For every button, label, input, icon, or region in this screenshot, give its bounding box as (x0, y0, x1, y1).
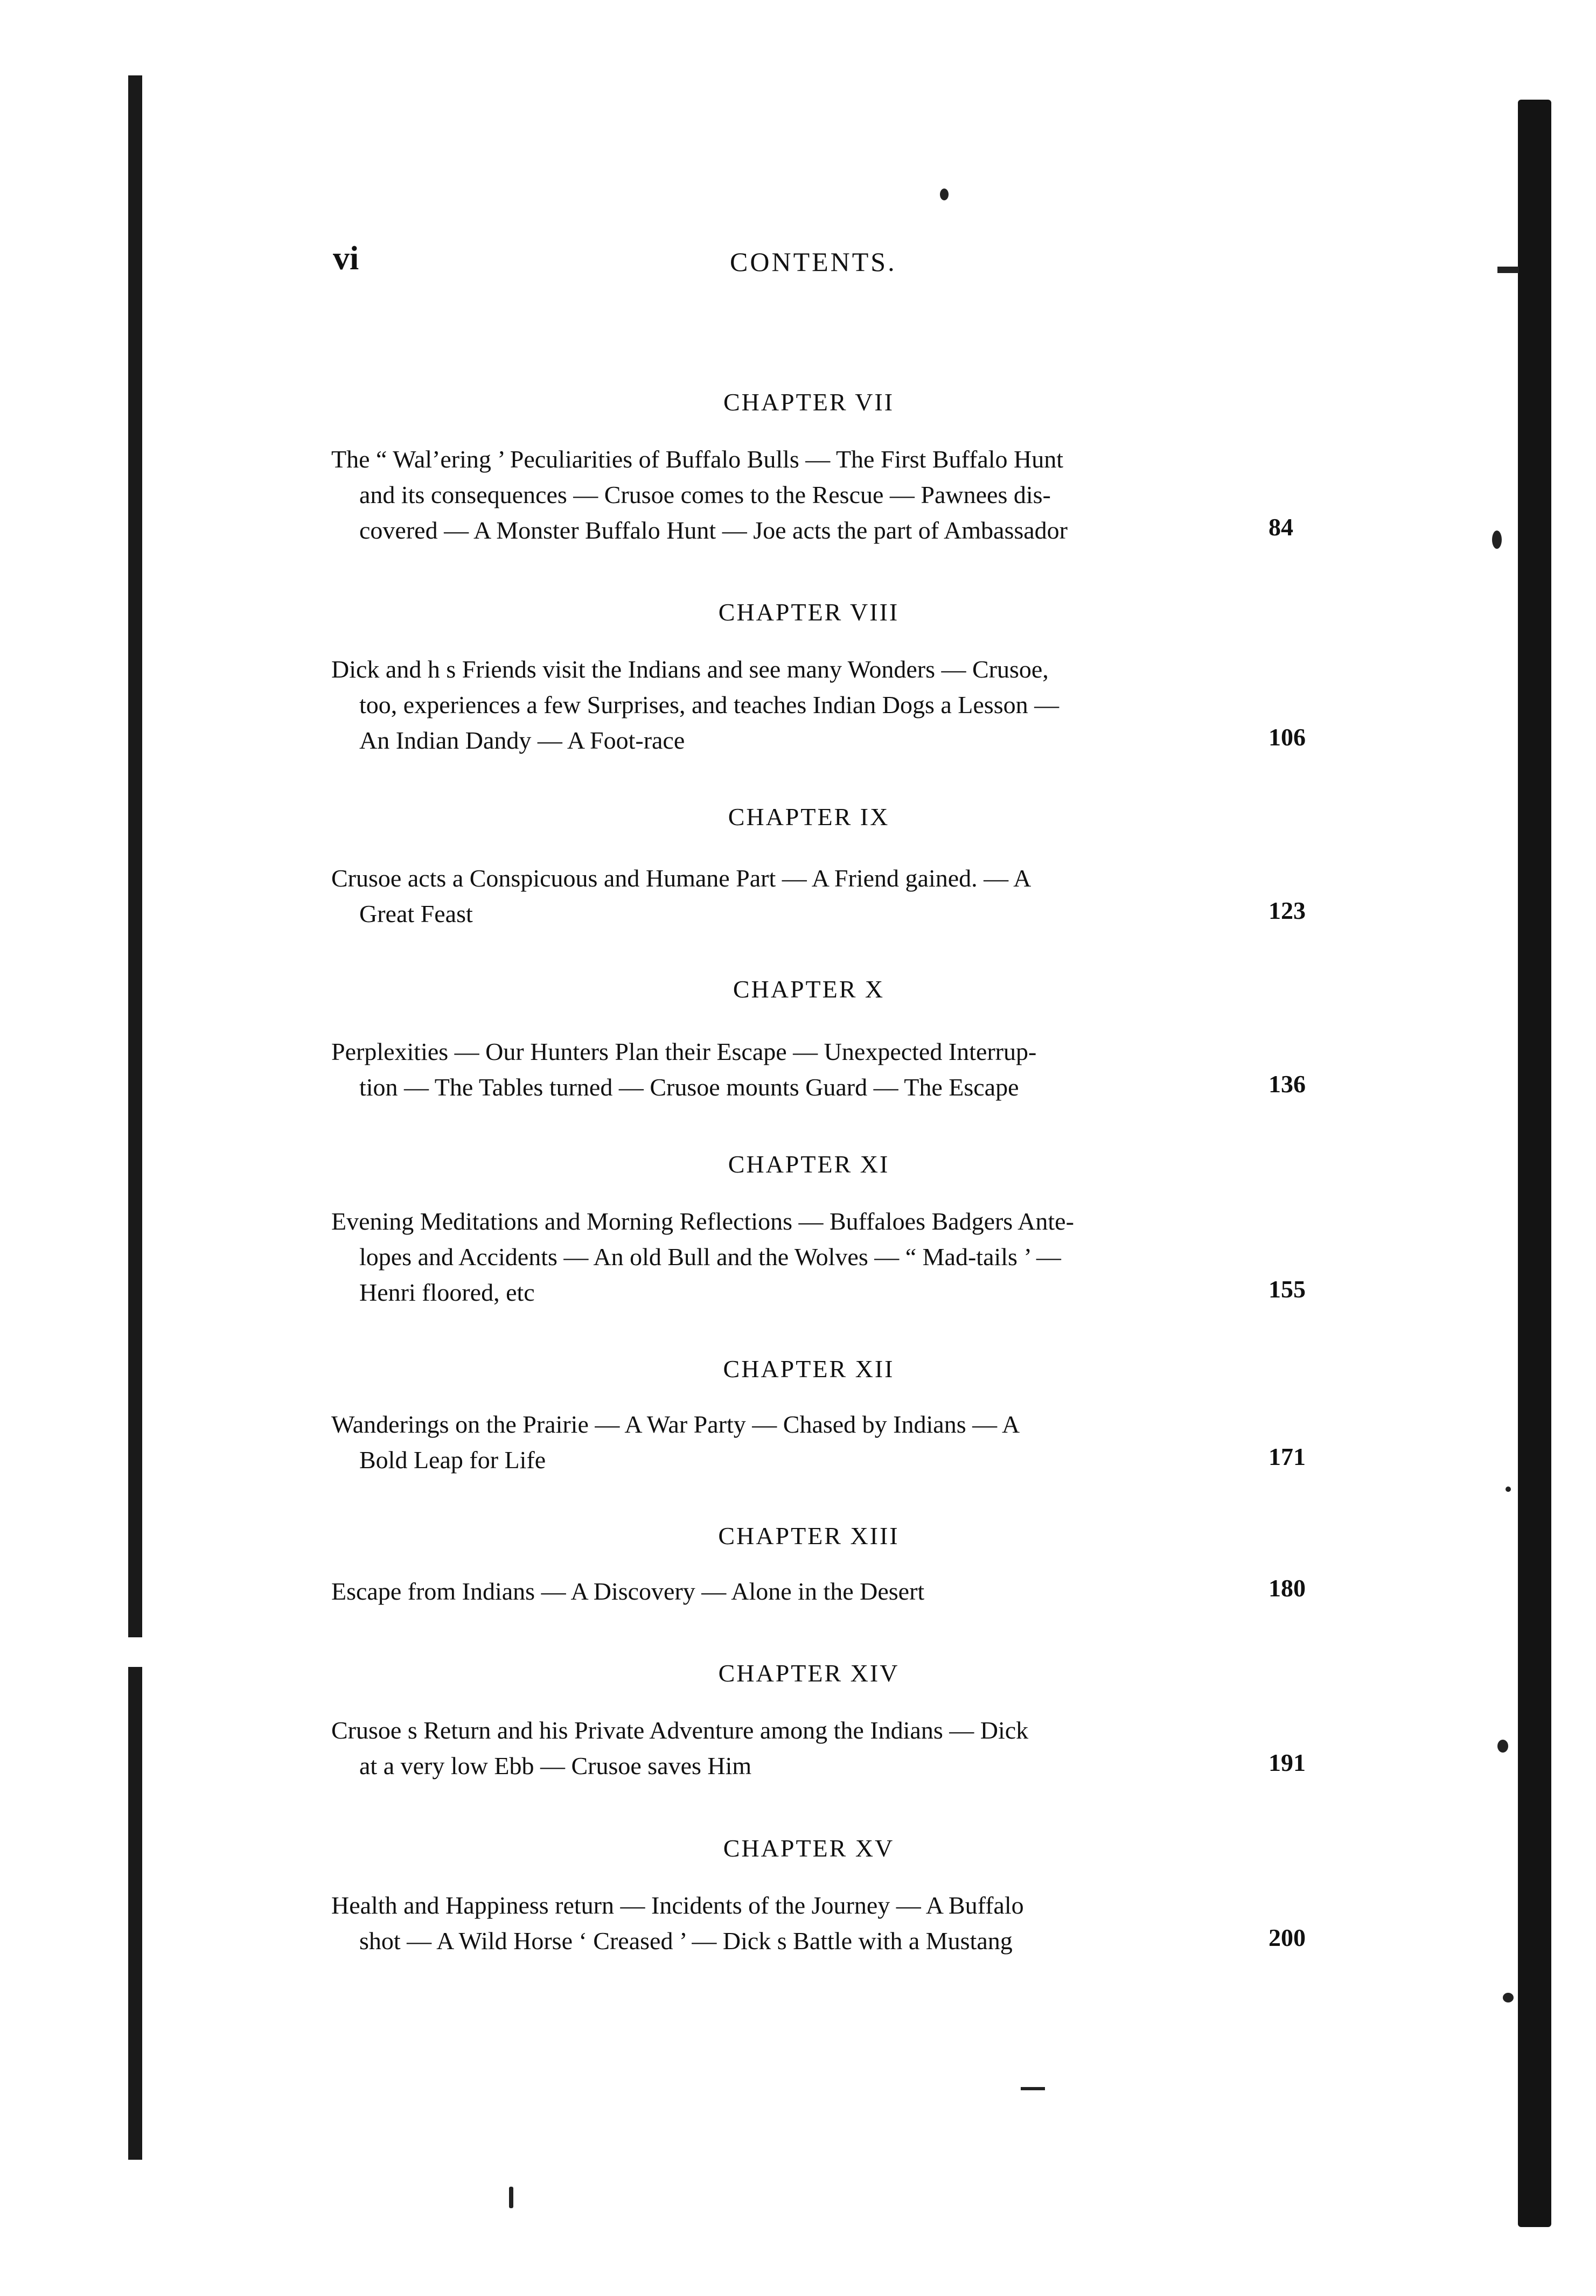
ink-speck (509, 2187, 513, 2208)
summary-line: Escape from Indians — A Discovery — Alone in the Desert (331, 1578, 925, 1605)
chapter-summary (331, 1888, 1263, 1959)
chapter-summary (331, 442, 1263, 548)
page-number: 84 (1269, 513, 1293, 541)
chapter-heading: CHAPTER VIII (718, 598, 900, 626)
ink-dash (1021, 2087, 1045, 2090)
chapter-summary (331, 1407, 1263, 1478)
ink-speck (940, 189, 949, 200)
chapter-heading: CHAPTER XIII (718, 1522, 900, 1550)
chapter-heading: CHAPTER XI (728, 1150, 890, 1178)
page-number: 106 (1269, 723, 1306, 751)
summary-line: Bold Leap for Life (359, 1446, 546, 1474)
chapter-summary (331, 1574, 1263, 1609)
ink-speck (1492, 531, 1502, 549)
summary-line: Perplexities — Our Hunters Plan their Escape — Unexpected Interrup- (331, 1038, 1037, 1065)
summary-line: at a very low Ebb — Crusoe saves Him (359, 1752, 752, 1779)
summary-line: covered — A Monster Buffalo Hunt — Joe acts the part of Ambassador (359, 517, 1068, 544)
chapter-summary (331, 861, 1263, 932)
summary-line: and its consequences — Crusoe comes to the Rescue — Pawnees dis- (359, 481, 1051, 508)
chapter-summary (331, 652, 1263, 758)
summary-line: Henri floored, etc (359, 1279, 535, 1306)
chapter-heading: CHAPTER IX (728, 803, 890, 831)
chapter-heading: CHAPTER VII (723, 388, 895, 416)
page-folio: vi (333, 240, 359, 277)
page-title: CONTENTS. (730, 247, 897, 277)
summary-line: too, experiences a few Surprises, and teaches Indian Dogs a Lesson — (359, 691, 1060, 718)
page-number: 171 (1269, 1443, 1306, 1470)
page-number: 123 (1269, 897, 1306, 924)
summary-line: An Indian Dandy — A Foot-race (359, 727, 685, 754)
summary-line: lopes and Accidents — An old Bull and the Wolves — “ Mad-tails ’ — (359, 1243, 1061, 1271)
summary-line: Health and Happiness return — Incidents of the Journey — A Buffalo (331, 1892, 1024, 1919)
summary-line: Evening Meditations and Morning Reflections — Buffaloes Badgers Ante- (331, 1208, 1074, 1235)
chapter-summary (331, 1034, 1263, 1105)
ink-speck (1503, 1993, 1514, 2002)
summary-line: Great Feast (359, 900, 473, 927)
page-number: 200 (1269, 1924, 1306, 1951)
chapter-summary (331, 1204, 1263, 1310)
page-number: 155 (1269, 1275, 1306, 1303)
chapter-heading: CHAPTER X (733, 975, 885, 1003)
chapter-heading: CHAPTER XV (723, 1834, 895, 1862)
summary-line: Crusoe acts a Conspicuous and Humane Part — A Friend gained. — A (331, 864, 1032, 892)
page-number: 191 (1269, 1749, 1306, 1776)
page-number: 136 (1269, 1070, 1306, 1098)
chapter-heading: CHAPTER XII (723, 1355, 895, 1383)
summary-line: Crusoe s Return and his Private Adventure among the Indians — Dick (331, 1716, 1029, 1744)
summary-line: Dick and h s Friends visit the Indians and see many Wonders — Crusoe, (331, 655, 1049, 683)
running-head (0, 240, 1596, 283)
chapter-heading: CHAPTER XIV (718, 1659, 900, 1687)
page-number: 180 (1269, 1574, 1306, 1602)
summary-line: shot — A Wild Horse ‘ Creased ’ — Dick s Battle with a Mustang (359, 1927, 1013, 1955)
summary-line: tion — The Tables turned — Crusoe mounts Guard — The Escape (359, 1073, 1019, 1101)
chapter-summary (331, 1713, 1263, 1784)
summary-line: The “ Wal’ering ’ Peculiarities of Buffalo Bulls — The First Buffalo Hunt (331, 445, 1064, 473)
ink-speck (1506, 1487, 1511, 1492)
summary-line: Wanderings on the Prairie — A War Party — Chased by Indians — A (331, 1411, 1020, 1438)
ink-speck (1497, 1740, 1508, 1753)
